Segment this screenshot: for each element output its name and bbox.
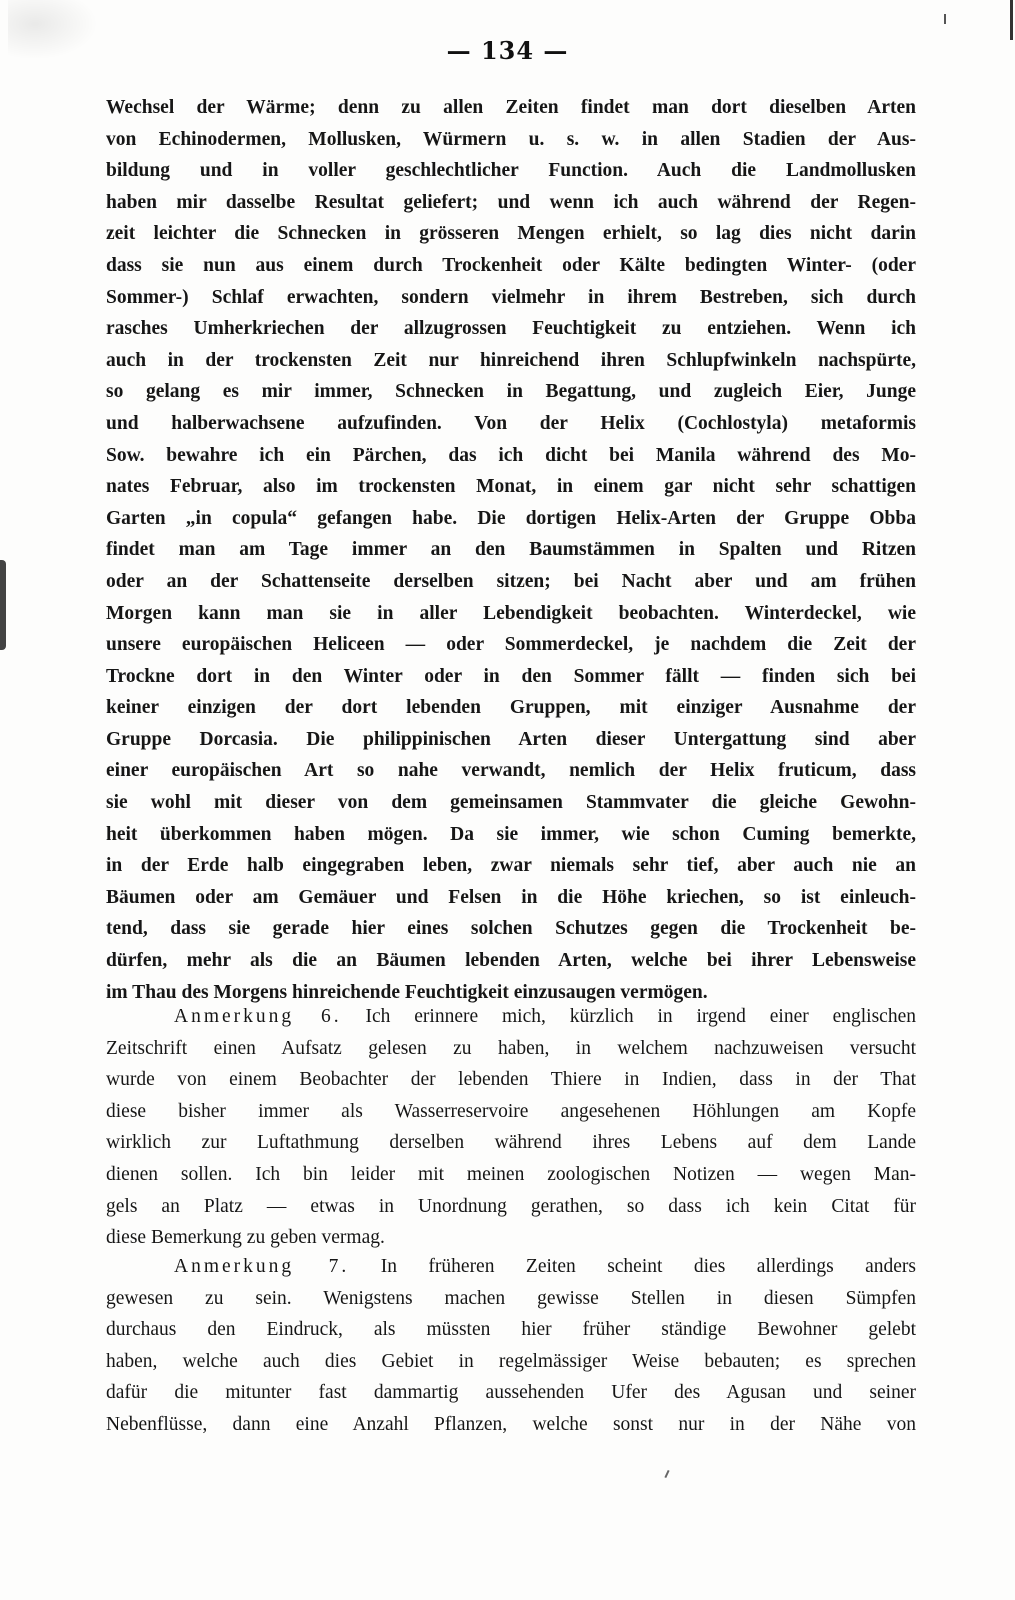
text-line: nates Februar, also im trockensten Monat, in einem gar nicht sehr schattigen: [106, 476, 916, 498]
text-line: Nebenflüsse, dann eine Anzahl Pflanzen, welche sonst nur in der Nähe von: [106, 1413, 916, 1435]
text-line: bildung und in voller geschlechtlicher Function. Auch die Landmollusken: [106, 160, 916, 182]
text-line: in der Erde halb eingegraben leben, zwar niemals sehr tief, aber auch nie an: [106, 855, 916, 877]
text-line: dafür die mitunter fast dammartig aussehenden Ufer des Agusan und seiner: [106, 1382, 916, 1404]
scan-speck: [664, 1470, 669, 1478]
text-line: von Echinodermen, Mollusken, Würmern u. s. w. in allen Stadien der Aus-: [106, 128, 916, 150]
text-line: haben mir dasselbe Resultat geliefert; und wenn ich auch während der Regen-: [106, 191, 916, 213]
text-line: tend, dass sie gerade hier eines solchen Schutzes gegen die Trockenheit be-: [106, 918, 916, 940]
text-line: rasches Umherkriechen der allzugrossen Feuchtigkeit zu entziehen. Wenn ich: [106, 318, 916, 340]
text-line: dienen sollen. Ich bin leider mit meinen zoologischen Notizen — wegen Man-: [106, 1163, 916, 1185]
text-line: sie wohl mit dieser von dem gemeinsamen Stammvater die gleiche Gewohn-: [106, 792, 916, 814]
note-6-paragraph: [106, 1001, 916, 1254]
text-line: Sommer-) Schlaf erwachten, sondern vielmehr in ihrem Bestreben, sich durch: [106, 286, 916, 308]
text-line: Gruppe Dorcasia. Die philippinischen Arten dieser Untergattung sind aber: [106, 728, 916, 750]
text-line: Bäumen oder am Gemäuer und Felsen in die Höhe kriechen, so ist einleuch-: [106, 886, 916, 908]
text-line: dürfen, mehr als die an Bäumen lebenden Arten, welche bei ihrer Lebensweise: [106, 950, 916, 972]
text-line: Zeitschrift einen Aufsatz gelesen zu haben, in welchem nachzuweisen versucht: [106, 1037, 916, 1059]
text-line: diese bisher immer als Wasserreservoire angesehenen Höhlungen am Kopfe: [106, 1100, 916, 1122]
text-line: Garten „in copula“ gefangen habe. Die dortigen Helix-Arten der Gruppe Obba: [106, 507, 916, 529]
text-line: durchaus den Eindruck, als müssten hier früher ständige Bewohner gelebt: [106, 1319, 916, 1341]
text-line: so gelang es mir immer, Schnecken in Begattung, und zugleich Eier, Junge: [106, 381, 916, 403]
scan-binding-mark: [0, 560, 6, 650]
text-line: oder an der Schattenseite derselben sitzen; bei Nacht aber und am frühen: [106, 570, 916, 592]
text-line: im Thau des Morgens hinreichende Feuchtigkeit einzusaugen vermögen.: [106, 981, 708, 1003]
text-line: zeit leichter die Schnecken in grösseren Mengen erhielt, so lag dies nicht darin: [106, 223, 916, 245]
text-line-content: Ich erinnere mich, kürzlich in irgend einer englischen: [365, 1006, 916, 1027]
text-line: auch in der trockensten Zeit nur hinreichend ihren Schlupfwinkeln nachspürte,: [106, 349, 916, 371]
page-number: — 134 —: [446, 36, 569, 65]
note-7-paragraph: [106, 1251, 916, 1441]
text-line: Morgen kann man sie in aller Lebendigkeit beobachten. Winterdeckel, wie: [106, 602, 916, 624]
text-line: haben, welche auch dies Gebiet in regelmässiger Weise bebauten; es sprechen: [106, 1350, 916, 1372]
text-line: gewesen zu sein. Wenigstens machen gewisse Stellen in diesen Sümpfen: [106, 1287, 916, 1309]
text-line: wurde von einem Beobachter der lebenden Thiere in Indien, dass in der That: [106, 1069, 916, 1091]
text-line: unsere europäischen Heliceen — oder Sommerdeckel, je nachdem die Zeit der: [106, 634, 916, 656]
text-line: Wechsel der Wärme; denn zu allen Zeiten findet man dort dieselben Arten: [106, 97, 916, 118]
scan-tick-mark: [944, 14, 946, 24]
text-line: findet man am Tage immer an den Baumstämmen in Spalten und Ritzen: [106, 539, 916, 561]
text-line: dass sie nun aus einem durch Trockenheit oder Kälte bedingten Winter- (oder: [106, 254, 916, 276]
text-line: und halberwachsene aufzufinden. Von der Helix (Cochlostyla) metaformis: [106, 412, 916, 434]
text-line: [106, 1251, 916, 1283]
note-7-heading: Anmerkung 7.: [174, 1256, 350, 1277]
text-line: heit überkommen haben mögen. Da sie immer, wie schon Cuming bemerkte,: [106, 823, 916, 845]
text-line: einer europäischen Art so nahe verwandt, nemlich der Helix fruticum, dass: [106, 760, 916, 782]
text-line: Sow. bewahre ich ein Pärchen, das ich dicht bei Manila während des Mo-: [106, 444, 916, 466]
note-6-heading: Anmerkung 6.: [174, 1006, 342, 1027]
text-line: [106, 1001, 916, 1033]
text-line-content: In früheren Zeiten scheint dies allerdings anders: [380, 1256, 916, 1277]
text-line: diese Bemerkung zu geben vermag.: [106, 1227, 385, 1249]
text-line: keiner einzigen der dort lebenden Gruppen, mit einziger Ausnahme der: [106, 697, 916, 719]
text-line: wirklich zur Luftathmung derselben während ihres Lebens auf dem Lande: [106, 1132, 916, 1154]
scan-edge-line: [1010, 0, 1013, 40]
text-line: gels an Platz — etwas in Unordnung gerathen, so dass ich kein Citat für: [106, 1195, 916, 1217]
paragraph-main: [106, 92, 916, 1008]
text-line: Trockne dort in den Winter oder in den Sommer fällt — finden sich bei: [106, 665, 916, 687]
